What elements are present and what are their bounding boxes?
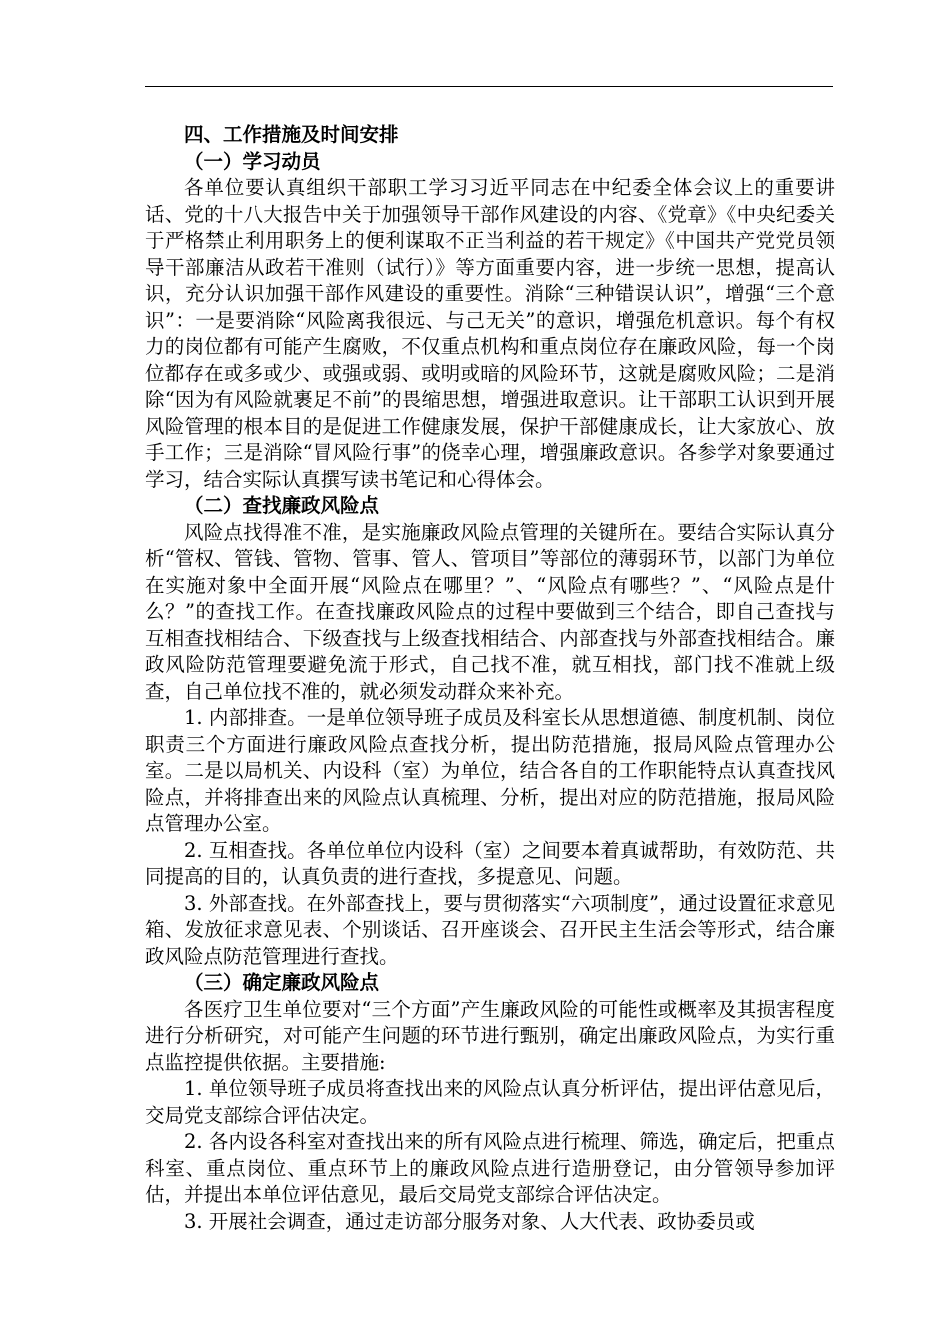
paragraph: 1. 单位领导班子成员将查找出来的风险点认真分析评估，提出评估意见后，交局党支部综合评估决定。 — [145, 1077, 835, 1127]
paragraph: 3. 外部查找。在外部查找上，要与贯彻落实“六项制度”，通过设置征求意见箱、发放征求意见表、个别谈话、召开座谈会、召开民主生活会等形式，结合廉政风险点防范管理进行查找。 — [145, 891, 835, 968]
header-rule — [145, 86, 833, 87]
paragraph: 3. 开展社会调查，通过走访部分服务对象、人大代表、政协委员或 — [184, 1209, 755, 1233]
paragraph: 风险点找得准不准，是实施廉政风险点管理的关键所在。要结合实际认真分析“管权、管钱、管物、管事、管人、管项目”等部位的薄弱环节，以部门为单位在实施对象中全面开展“风险点在哪里？”、“风险点有哪些？”、“风险点是什么？”的查找工作。在查找廉政风险点的过程中要做到三个结合，即自己查找与互相查找相结合、下级查找与上级查找相结合、内部查找与外部查找相结合。廉政风险防范管理要避免流于形式，自己找不准，就互相找，部门找不准就上级查，自己单位找不准的，就必须发动群众来补充。 — [145, 520, 835, 703]
subsection-title-3: （三）确定廉政风险点 — [184, 971, 380, 994]
document-body — [145, 122, 835, 1235]
subsection-title-1: （一）学习动员 — [184, 149, 321, 173]
paragraph: 2. 互相查找。各单位单位内设科（室）之间要本着真诚帮助，有效防范、共同提高的目的，认真负责的进行查找，多提意见、问题。 — [145, 838, 835, 888]
paragraph: 各单位要认真组织干部职工学习习近平同志在中纪委全体会议上的重要讲话、党的十八大报告中关于加强领导干部作风建设的内容、《党章》《中央纪委关于严格禁止利用职务上的便利谋取不正当利益的若干规定》《中国共产党党员领导干部廉洁从政若干准则（试行）》等方面重要内容，进一步统一思想，提高认识，充分认识加强干部作风建设的重要性。消除“三种错误认识”，增强“三个意识”：一是要消除“风险离我很远、与己无关”的意识，增强危机意识。每个有权力的岗位都有可能产生腐败，不仅重点机构和重点岗位存在廉政风险，每一个岗位都存在或多或少、或强或弱、或明或暗的风险环节，这就是腐败风险；二是消除“因为有风险就裹足不前”的畏缩思想，增强进取意识。让干部职工认识到开展风险管理的根本目的是促进工作健康发展，保护干部健康成长，让大家放心、放手工作；三是消除“冒风险行事”的侥幸心理，增强廉政意识。各参学对象要通过学习，结合实际认真撰写读书笔记和心得体会。 — [145, 176, 835, 491]
paragraph: 2. 各内设各科室对查找出来的所有风险点进行梳理、筛选，确定后，把重点科室、重点岗位、重点环节上的廉政风险点进行造册登记，由分管领导参加评估，并提出本单位评估意见，最后交局党支部综合评估决定。 — [145, 1130, 835, 1206]
section-heading: 四、工作措施及时间安排 — [184, 123, 399, 146]
subsection-title-2: （二）查找廉政风险点 — [184, 494, 380, 517]
paragraph: 各医疗卫生单位要对“三个方面”产生廉政风险的可能性或概率及其损害程度进行分析研究，对可能产生问题的环节进行甄别，确定出廉政风险点，为实行重点监控提供依据。主要措施: — [145, 997, 835, 1074]
paragraph: 1. 内部排查。一是单位领导班子成员及科室长从思想道德、制度机制、岗位职责三个方面进行廉政风险点查找分析，提出防范措施，报局风险点管理办公室。二是以局机关、内设科（室）为单位，结合各自的工作职能特点认真查找风险点，并将排查出来的风险点认真梳理、分析，提出对应的防范措施，报局风险点管理办公室。 — [145, 706, 835, 835]
